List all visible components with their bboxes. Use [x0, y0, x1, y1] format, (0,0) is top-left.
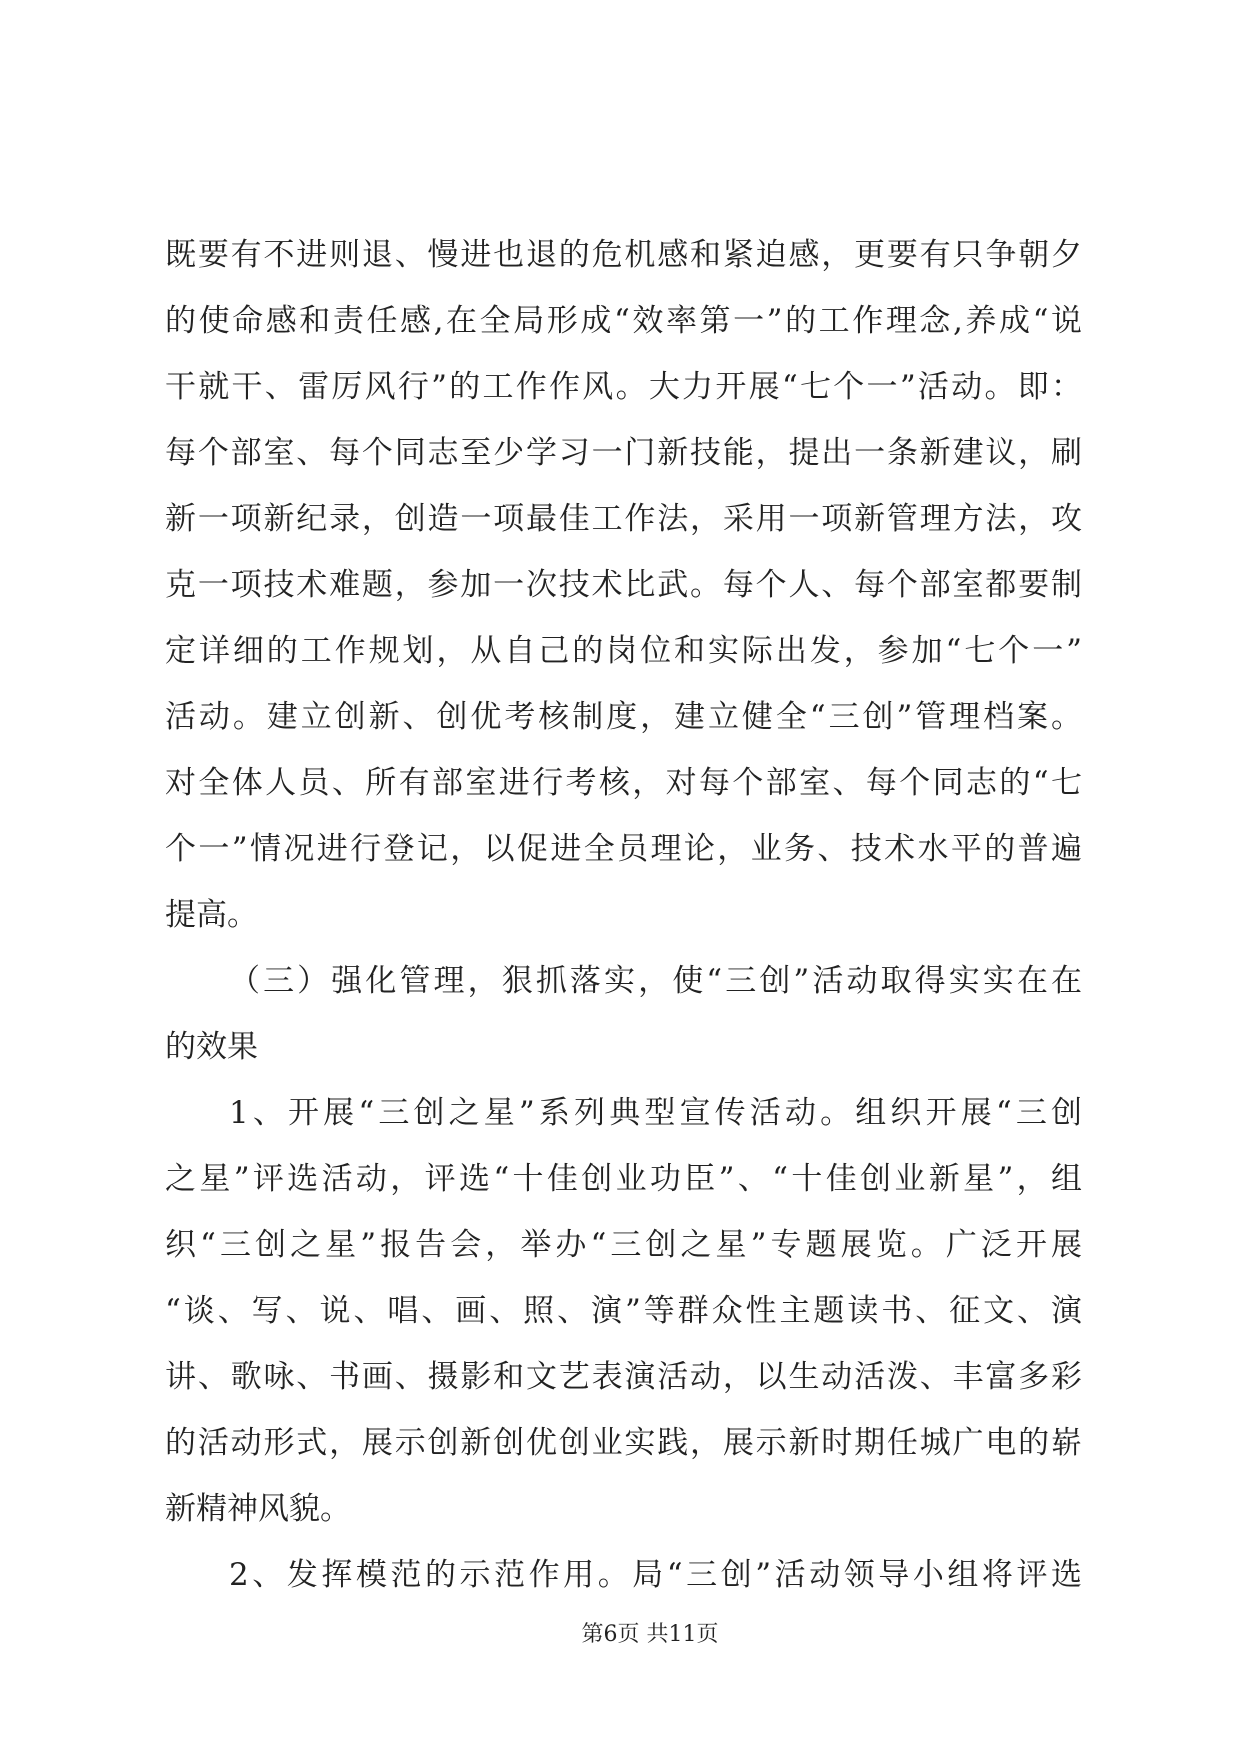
heading-line: （三）强化管理，狠抓落实，使“三创”活动取得实实在在: [229, 963, 1082, 999]
text-line: 提高。: [165, 897, 258, 933]
text-line: 织“三创之星”报告会，举办“三创之星”专题展览。广泛开展: [165, 1227, 1082, 1263]
paragraph-item-1: [165, 1080, 1082, 1542]
text-line: 克一项技术难题，参加一次技术比武。每个人、每个部室都要制: [165, 567, 1082, 603]
text-line: 的活动形式，展示创新创优创业实践，展示新时期任城广电的崭: [165, 1425, 1082, 1461]
text-line: 讲、歌咏、书画、摄影和文艺表演活动，以生动活泼、丰富多彩: [165, 1359, 1082, 1395]
page-footer: [0, 1620, 1241, 1650]
text-line: 既要有不进则退、慢进也退的危机感和紧迫感，更要有只争朝夕: [165, 237, 1082, 273]
text-line: 1、开展“三创之星”系列典型宣传活动。组织开展“三创: [229, 1095, 1082, 1131]
text-line: 之星”评选活动，评选“十佳创业功臣”、“十佳创业新星”，组: [165, 1161, 1082, 1197]
text-line: 新一项新纪录，创造一项最佳工作法，采用一项新管理方法，攻: [165, 501, 1082, 537]
section-heading: [165, 948, 1082, 1080]
text-line: 2、发挥模范的示范作用。局“三创”活动领导小组将评选: [229, 1557, 1082, 1593]
document-body: [165, 222, 1082, 1608]
text-line: 干就干、雷厉风行”的工作作风。大力开展“七个一”活动。即：: [165, 369, 1082, 405]
heading-line: 的效果: [165, 1029, 258, 1065]
paragraph-intro: [165, 222, 1082, 948]
text-line: 活动。建立创新、创优考核制度，建立健全“三创”管理档案。: [165, 699, 1082, 735]
text-line: 对全体人员、所有部室进行考核，对每个部室、每个同志的“七: [165, 765, 1082, 801]
text-line: 个一”情况进行登记，以促进全员理论，业务、技术水平的普遍: [165, 831, 1082, 867]
text-line: 的使命感和责任感,在全局形成“效率第一”的工作理念,养成“说: [165, 303, 1082, 339]
text-line: 新精神风貌。: [165, 1491, 351, 1527]
text-line: 每个部室、每个同志至少学习一门新技能，提出一条新建议，刷: [165, 435, 1082, 471]
paragraph-item-2: [165, 1542, 1082, 1608]
page-number-label: 第6页 共11页: [581, 1622, 719, 1647]
text-line: 定详细的工作规划，从自己的岗位和实际出发，参加“七个一”: [165, 633, 1082, 669]
text-line: “谈、写、说、唱、画、照、演”等群众性主题读书、征文、演: [165, 1293, 1082, 1329]
